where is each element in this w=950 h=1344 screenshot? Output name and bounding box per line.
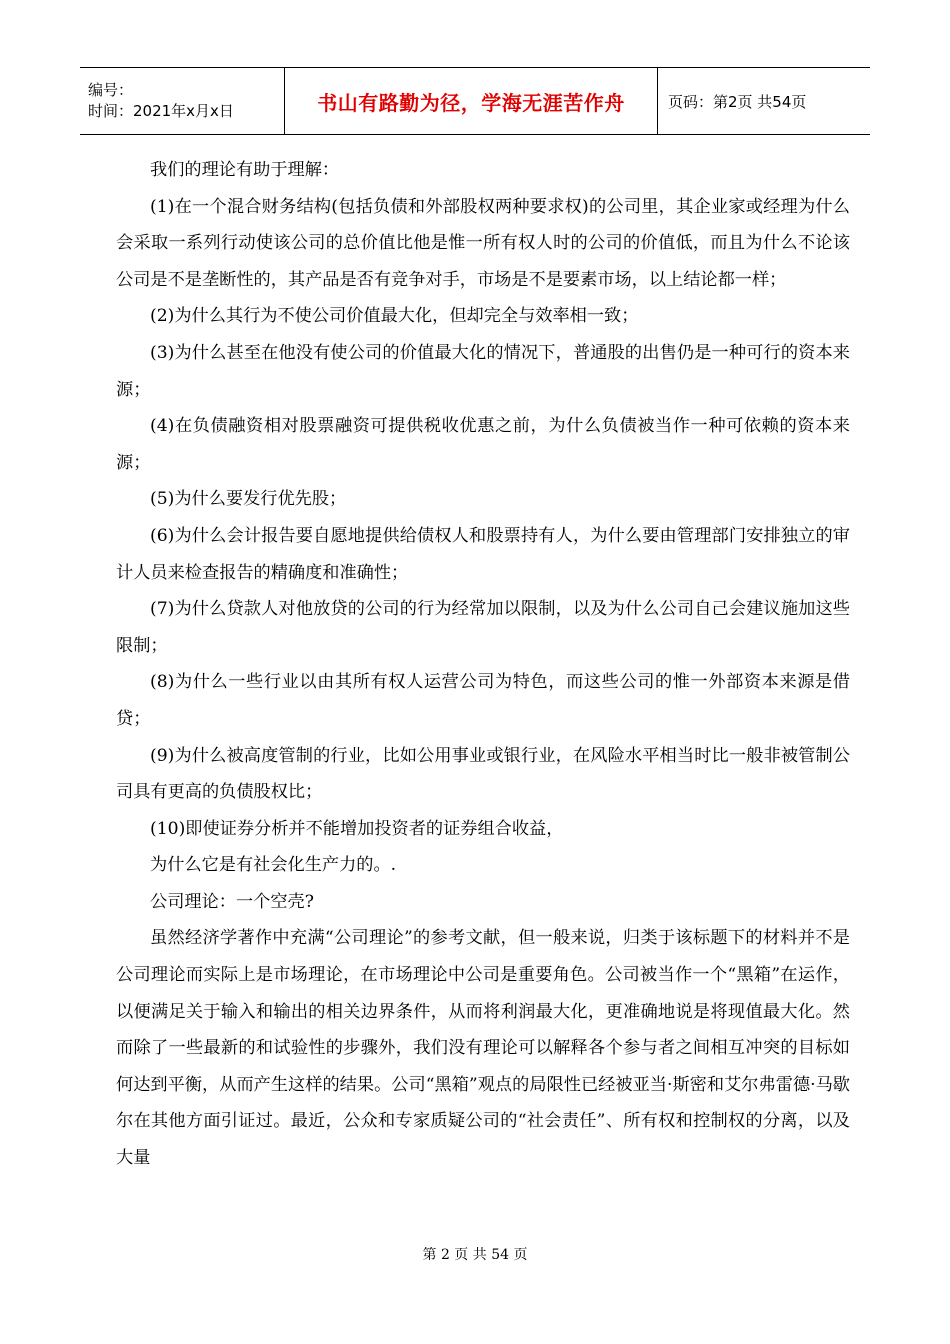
paragraph: (6)为什么会计报告要自愿地提供给债权人和股票持有人，为什么要由管理部门安排独立的审计人员来检查报告的精确度和准确性； [116,525,850,583]
document-number-label: 编号： [88,81,134,99]
document-time-label: 时间：2021年x月x日 [88,102,234,120]
document-body [116,152,850,1177]
page-header [80,67,870,135]
paragraph: (4)在负债融资相对股票融资可提供税收优惠之前，为什么负债被当作一种可依赖的资本来源； [116,416,850,473]
paragraph: 我们的理论有助于理解： [150,160,340,180]
paragraph: (3)为什么甚至在他没有使公司的价值最大化的情况下，普通股的出售仍是一种可行的资本来源； [116,342,850,400]
paragraph: (8)为什么一些行业以由其所有权人运营公司为特色，而这些公司的惟一外部资本来源是借贷； [116,672,850,729]
header-meta [80,68,284,134]
paragraph: (5)为什么要发行优先股； [150,489,347,510]
paragraph: (7)为什么贷款人对他放贷的公司的行为经常加以限制，以及为什么公司自己会建议施加这些限制； [116,599,850,656]
header-page-cell [658,68,870,134]
paragraph: 为什么它是有社会化生产力的。. [150,855,397,876]
paragraph: (10)即使证券分析并不能增加投资者的证券组合收益， [150,818,564,839]
section-heading: 公司理论：一个空壳? [150,891,314,912]
paragraph: (1)在一个混合财务结构(包括负债和外部股权两种要求权)的公司里，其企业家或经理为什么会采取一系列行动使该公司的总价值比他是惟一所有权人时的公司的价值低，而且为什么不论该公司是不是垄断性的，其产品是否有竞争对手，市场是不是要素市场，以上结论都一样； [116,196,850,290]
paragraph: 虽然经济学著作中充满“公司理论”的参考文献，但一般来说，归类于该标题下的材料并不是公司理论而实际上是市场理论，在市场理论中公司是重要角色。公司被当作一个“黑箱”在运作，以便满足关于输入和输出的相关边界条件，从而将利润最大化，更准确地说是将现值最大化。然而除了一些最新的和试验性的步骤外，我们没有理论可以解释各个参与者之间相互冲突的目标如何达到平衡，从而产生这样的结果。公司“黑箱”观点的局限性已经被亚当·斯密和艾尔弗雷德·马歇尔在其他方面引证过。最近，公众和专家质疑公司的“社会责任”、所有权和控制权的分离，以及大量 [116,928,850,1169]
header-motto-cell [284,68,658,134]
paragraph: (2)为什么其行为不使公司价值最大化，但却完全与效率相一致； [150,306,639,327]
header-page-info: 页码：第2页 共54页 [668,92,807,111]
paragraph: (9)为什么被高度管制的行业，比如公用事业或银行业，在风险水平相当时比一般非被管制公司具有更高的负债股权比； [116,745,850,803]
header-motto: 书山有路勤为径，学海无涯苦作舟 [317,90,625,115]
page-footer: 第 2 页 共 54 页 [422,1247,528,1263]
